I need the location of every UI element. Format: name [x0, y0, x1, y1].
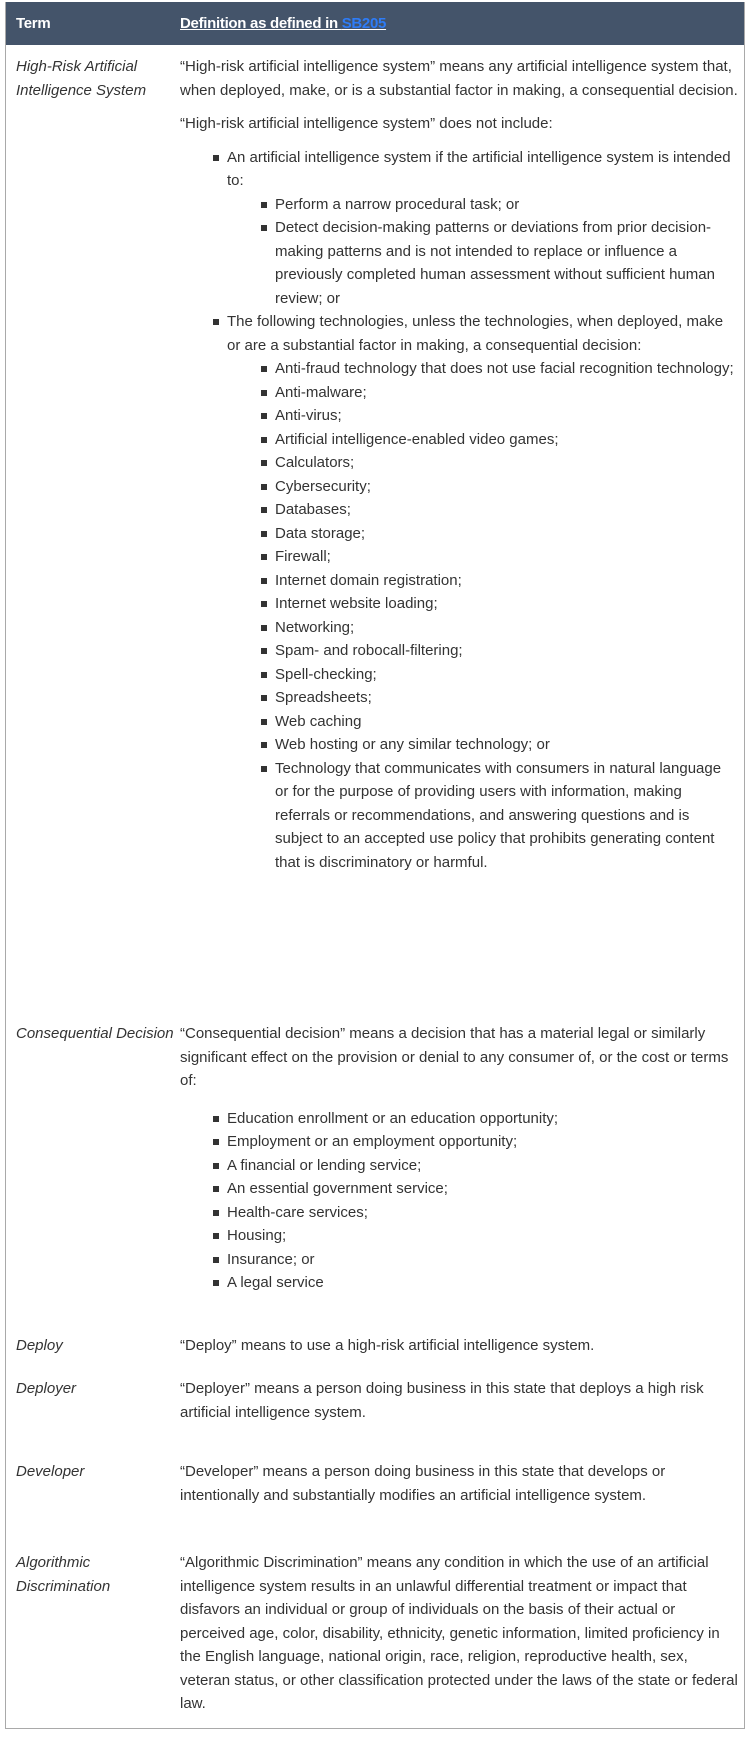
list-item: Data storage; — [275, 522, 736, 546]
list-item: Cybersecurity; — [275, 475, 736, 499]
list-item: Firewall; — [275, 545, 736, 569]
list-item — [227, 310, 740, 874]
list-item: Anti-malware; — [275, 381, 736, 405]
list-item: Detect decision-making patterns or deviations from prior decision-making patterns and is not intended to replace or influence a previously completed human assessment without sufficient human review; or — [275, 216, 736, 310]
definition-cell — [180, 1334, 740, 1377]
header-definition — [180, 15, 386, 32]
list-item: Spell-checking; — [275, 663, 736, 687]
definition-cell — [180, 1460, 740, 1551]
table-header — [6, 2, 744, 45]
list-item: Health-care services; — [227, 1201, 740, 1225]
term-cell: Consequential Decision — [16, 1025, 174, 1042]
definition-paragraph: “Algorithmic Discrimination” means any condition in which the use of an artificial intelligence system results in an unlawful differential treatment or impact that disfavors an individual or group of individuals on the basis of their actual or perceived age, color, disability, ethnicity, genetic information, limited proficiency in the English language, national origin, race, religion, reproductive health, sex, veteran status, or other classification protected under the laws of the state or federal law. — [180, 1554, 738, 1712]
list-item: Employment or an employment opportunity; — [227, 1130, 740, 1154]
table-row — [6, 1334, 744, 1377]
list-item: A financial or lending service; — [227, 1154, 740, 1178]
definition-paragraph: “Deploy” means to use a high-risk artificial intelligence system. — [180, 1337, 595, 1354]
list-item: Networking; — [275, 616, 736, 640]
table-row — [6, 1551, 744, 1728]
definition-cell — [180, 1377, 740, 1460]
sub-list — [227, 193, 736, 311]
definition-paragraph: “High-risk artificial intelligence system” means any artificial intelligence system that, when deployed, make, or is a substantial factor in making, a consequential decision. — [180, 58, 738, 99]
definition-cell — [180, 1551, 740, 1716]
header-definition-label: Definition as defined in — [180, 15, 342, 32]
definitions-table — [5, 2, 745, 1729]
list-item: An essential government service; — [227, 1177, 740, 1201]
list-item-text: The following technologies, unless the technologies, when deployed, make or are a substantial factor in making, a consequential decision: — [227, 313, 724, 354]
term-cell: Deploy — [16, 1337, 63, 1354]
exclusion-list — [180, 146, 740, 875]
term-cell: Algorithmic Discrimination — [16, 1554, 111, 1595]
header-term: Term — [16, 15, 51, 32]
list-item: Web caching — [275, 710, 736, 734]
list-item-text: An artificial intelligence system if the artificial intelligence system is intended to: — [227, 148, 731, 189]
table-row — [6, 1008, 744, 1334]
consequential-list — [180, 1107, 740, 1295]
table-row — [6, 1460, 744, 1551]
definition-cell — [180, 55, 740, 1008]
list-item: A legal service — [227, 1271, 740, 1295]
sb205-link[interactable]: SB205 — [341, 15, 387, 32]
list-item: Education enrollment or an education opportunity; — [227, 1107, 740, 1131]
definition-paragraph: “Developer” means a person doing business in this state that develops or intentionally and substantially modifies an artificial intelligence system. — [180, 1463, 666, 1504]
list-item: Web hosting or any similar technology; or — [275, 733, 736, 757]
definition-paragraph: “Consequential decision” means a decision that has a material legal or similarly significant effect on the provision or denial to any consumer of, or the cost or terms of: — [180, 1025, 729, 1089]
sub-list — [227, 357, 736, 874]
list-item: Calculators; — [275, 451, 736, 475]
list-item: Technology that communicates with consumers in natural language or for the purpose of providing users with information, making referrals or recommendations, and answering questions and is subject to an accepted use policy that prohibits generating content that is discriminatory or harmful. — [275, 757, 736, 875]
definition-paragraph: “Deployer” means a person doing business in this state that deploys a high risk artificial intelligence system. — [180, 1380, 704, 1421]
list-item: Internet website loading; — [275, 592, 736, 616]
list-item: Housing; — [227, 1224, 740, 1248]
term-cell: High-Risk Artificial Intelligence System — [16, 58, 147, 99]
term-cell: Developer — [16, 1463, 85, 1480]
list-item: Perform a narrow procedural task; or — [275, 193, 736, 217]
list-item: Insurance; or — [227, 1248, 740, 1272]
list-item: Artificial intelligence-enabled video games; — [275, 428, 736, 452]
list-item: Spreadsheets; — [275, 686, 736, 710]
term-cell: Deployer — [16, 1380, 77, 1397]
definition-cell — [180, 1022, 740, 1334]
list-item: Anti-fraud technology that does not use facial recognition technology; — [275, 357, 736, 381]
table-row — [6, 45, 744, 1008]
table-row — [6, 1377, 744, 1460]
definition-paragraph: “High-risk artificial intelligence system” does not include: — [180, 115, 553, 132]
list-item: Internet domain registration; — [275, 569, 736, 593]
list-item: Spam- and robocall-filtering; — [275, 639, 736, 663]
list-item: Anti-virus; — [275, 404, 736, 428]
list-item — [227, 146, 740, 311]
list-item: Databases; — [275, 498, 736, 522]
